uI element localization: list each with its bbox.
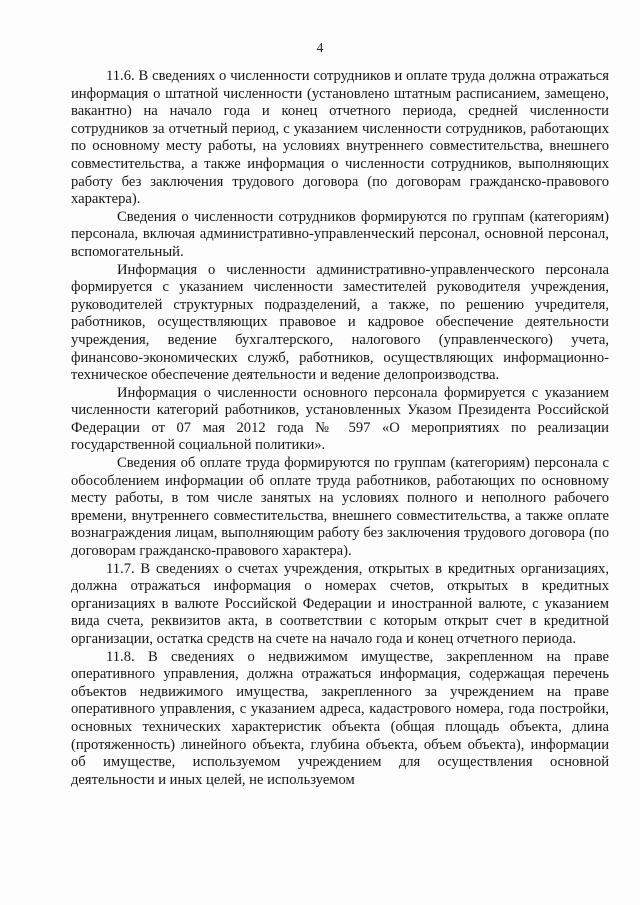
paragraph-admin-staff: Информация о численности административно-управленческого персонала формируется с указанием численности заместителей руководителя учреждения, руководителей структурных подразделений, а также, по решению учредителя, работников, осуществляющих правовое и кадровое обеспечение деятельности учреждения, ведение бухгалтерского, налогового (управленческого) учета, финансово-экономических служб, работников, осуществляющих информационно-техническое обеспечение деятельности и ведение делопроизводства. xyxy=(71,261,609,384)
paragraph-11-6: 11.6. В сведениях о численности сотрудников и оплате труда должна отражаться информация о штатной численности (установлено штатным расписанием, замещено, вакантно) на начало года и конец отчетного периода, средней численности сотрудников за отчетный период, с указанием численности сотрудников, работающих по основному месту работы, на условиях внутреннего совместительства, внешнего совместительства, а также информация о численности сотрудников, выполняющих работу без заключения трудового договора (по договорам гражданско-правового характера). xyxy=(71,68,609,208)
page-number: 4 xyxy=(316,40,324,55)
paragraph-staff-groups: Сведения о численности сотрудников формируются по группам (категориям) персонала, включая административно-управленческий персонал, основной персонал, вспомогательный. xyxy=(71,208,609,260)
paragraph-11-8: 11.8. В сведениях о недвижимом имуществе, закрепленном на праве оперативного управления, должна отражаться информация, содержащая перечень объектов недвижимого имущества, закрепленного за учреждением на праве оперативного управления, с указанием адреса, кадастрового номера, года постройки, основных технических характеристик объекта (общая площадь объекта, длина (протяженность) линейного объекта, глубина объекта, объем объекта), информации об имуществе, используемом учреждением для осуществления основной деятельности и иных целей, не используемом xyxy=(71,648,609,788)
document-body xyxy=(71,68,609,789)
paragraph-payroll: Сведения об оплате труда формируются по группам (категориям) персонала с обособлением информации об оплате труда работников, работающих по основному месту работы, в том числе занятых на условиях полного и неполного рабочего времени, внутреннего совместительства, внешнего совместительства, а также оплате вознаграждения лицам, выполняющим работу без заключения трудового договора (по договорам гражданско-правового характера). xyxy=(71,455,609,560)
paragraph-11-7: 11.7. В сведениях о счетах учреждения, открытых в кредитных организациях, должна отражаться информация о номерах счетов, открытых в кредитных организациях в валюте Российской Федерации и иностранной валюте, с указанием вида счета, реквизитов акта, в соответствии с которым открыт счет в кредитной организации, остатка средств на счете на начало года и конец отчетного периода. xyxy=(71,560,609,647)
paragraph-main-staff: Информация о численности основного персонала формируется с указанием численности категорий работников, установленных Указом Президента Российской Федерации от 07 мая 2012 года № 597 «О мероприятиях по реализации государственной социальной политики». xyxy=(71,384,609,454)
